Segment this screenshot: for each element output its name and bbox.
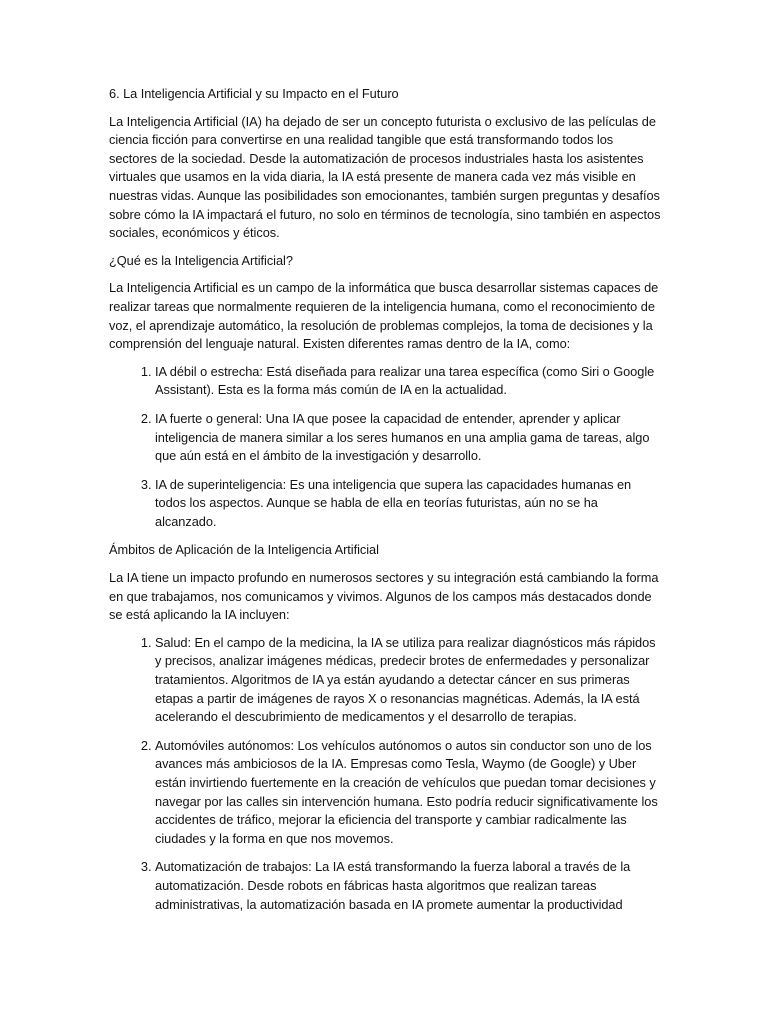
list-item-work-automation: 3. Automatización de trabajos: La IA está transformando la fuerza laboral a través de la automatización. Desde robots en fábricas hasta algoritmos que realizan tareas administrativas, la automatización basada en IA promete aumentar la productividad <box>155 858 661 914</box>
ai-types-list <box>109 363 661 532</box>
intro-paragraph: La Inteligencia Artificial (IA) ha dejado de ser un concepto futurista o exclusivo de las películas de ciencia ficción para convertirse en una realidad tangible que está transformando todos los sectores de la sociedad. Desde la automatización de procesos industriales hasta los asistentes virtuales que usamos en la vida diaria, la IA está presente de manera cada vez más visible en nuestras vidas. Aunque las posibilidades son emocionantes, también surgen preguntas y desafíos sobre cómo la IA impactará el futuro, no solo en términos de tecnología, sino también en aspectos sociales, económicos y éticos. <box>109 113 661 241</box>
section-paragraph-applications: La IA tiene un impacto profundo en numerosos sectores y su integración está cambiando la forma en que trabajamos, nos comunicamos y vivimos. Algunos de los campos más destacados donde se está aplicando la IA incluyen: <box>109 570 659 623</box>
list-item-strong-ai: 2. IA fuerte o general: Una IA que posee la capacidad de entender, aprender y aplicar inteligencia de manera similar a los seres humanos en una amplia gama de tareas, algo que aún está en el ámbito de la investigación y desarrollo. <box>155 410 661 466</box>
list-item-superintelligence: 3. IA de superinteligencia: Es una inteligencia que supera las capacidades humanas en todos los aspectos. Aunque se habla de ella en teorías futuristas, aún no se ha alcanzado. <box>155 476 661 532</box>
section-heading-what-is-ai: ¿Qué es la Inteligencia Artificial? <box>109 252 293 268</box>
section-paragraph-what-is-ai: La Inteligencia Artificial es un campo de la informática que busca desarrollar sistemas capaces de realizar tareas que normalmente requieren de la inteligencia humana, como el reconocimiento de voz, el aprendizaje automático, la resolución de problemas complejos, la toma de decisiones y la comprensión del lenguaje natural. Existen diferentes ramas dentro de la IA, como: <box>109 280 659 352</box>
document-page <box>109 85 661 924</box>
document-title: 6. La Inteligencia Artificial y su Impacto en el Futuro <box>109 86 399 101</box>
section-heading-applications: Ámbitos de Aplicación de la Inteligencia Artificial <box>109 542 379 558</box>
list-item-weak-ai: 1. IA débil o estrecha: Está diseñada para realizar una tarea específica (como Siri o Google Assistant). Esta es la forma más común de IA en la actualidad. <box>155 363 661 400</box>
applications-list <box>109 634 661 914</box>
list-item-autonomous-cars: 2. Automóviles autónomos: Los vehículos autónomos o autos sin conductor son uno de los avances más ambiciosos de la IA. Empresas como Tesla, Waymo (de Google) y Uber están invirtiendo fuertemente en la creación de vehículos que puedan tomar decisiones y navegar por las calles sin intervención humana. Esto podría reducir significativamente los accidentes de tráfico, mejorar la eficiencia del transporte y cambiar radicalmente las ciudades y la forma en que nos movemos. <box>155 737 661 849</box>
list-item-health: 1. Salud: En el campo de la medicina, la IA se utiliza para realizar diagnósticos más rápidos y precisos, analizar imágenes médicas, predecir brotes de enfermedades y personalizar tratamientos. Algoritmos de IA ya están ayudando a detectar cáncer en sus primeras etapas a partir de imágenes de rayos X o resonancias magnéticas. Además, la IA está acelerando el descubrimiento de medicamentos y el desarrollo de terapias. <box>155 634 661 727</box>
